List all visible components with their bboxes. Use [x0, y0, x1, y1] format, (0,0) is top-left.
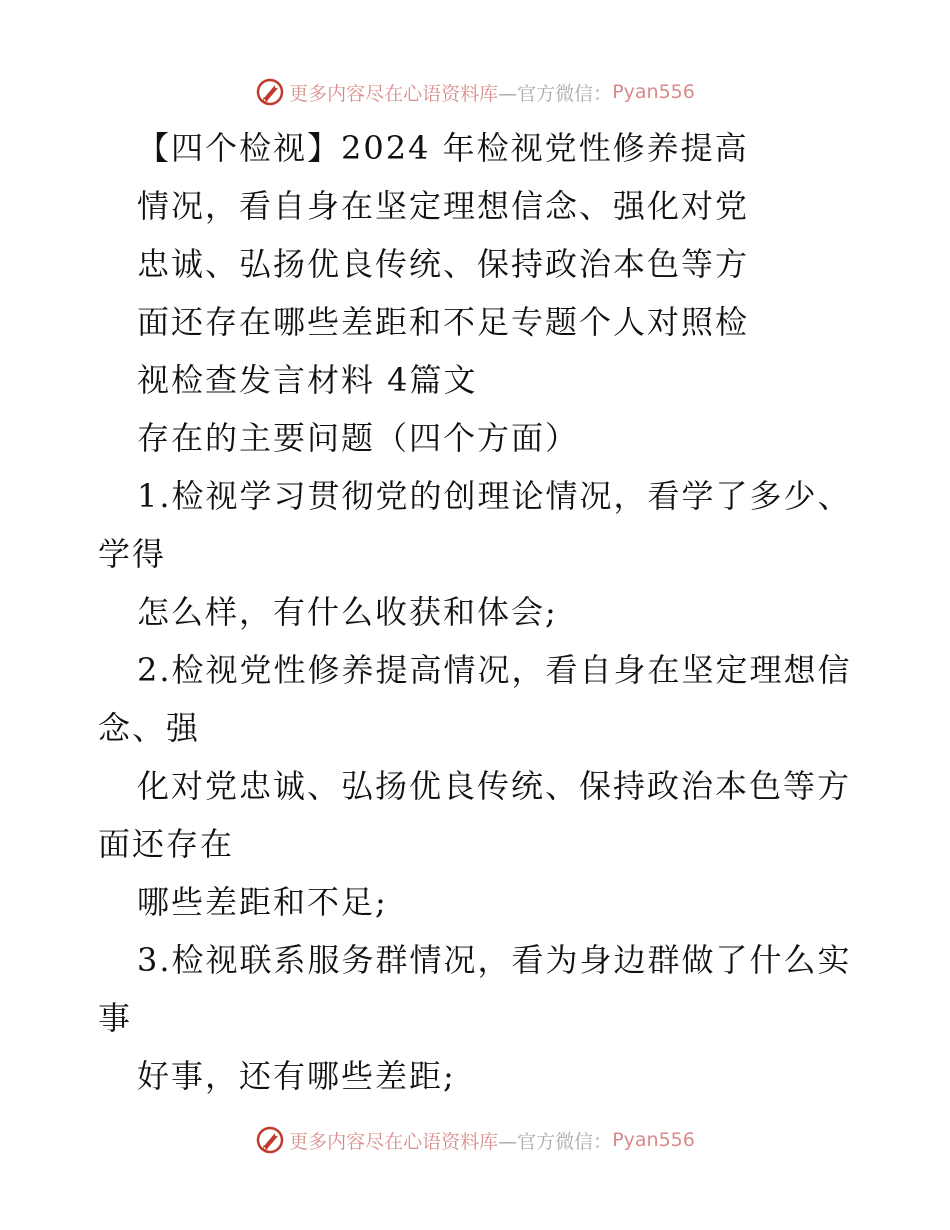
paragraph-line: 面还存在 — [98, 825, 235, 863]
pen-logo-icon — [255, 77, 285, 107]
footer-watermark-banner — [0, 1120, 950, 1160]
header-watermark-banner — [0, 72, 950, 112]
paragraph-line: 化对党忠诚、弘扬优良传统、保持政治本色等方 — [137, 767, 852, 805]
paragraph-line: 好事，还有哪些差距; — [137, 1057, 456, 1095]
paragraph-line: 怎么样，有什么收获和体会; — [137, 593, 558, 631]
footer-banner-wechat-id: Pyan556 — [612, 1129, 695, 1151]
footer-banner-text: 更多内容尽在心语资料库 — [289, 1130, 499, 1153]
header-banner-label: —官方微信： — [498, 82, 613, 105]
paragraph-line: 学得 — [98, 535, 167, 573]
title-line-5: 视检查发言材料 4篇文 — [137, 361, 478, 399]
pen-logo-icon — [255, 1125, 285, 1155]
title-line-2: 情况，看自身在坚定理想信念、强化对党 — [137, 187, 750, 225]
paragraph-line: 事 — [98, 999, 133, 1037]
paragraph-line: 1.检视学习贯彻党的创理论情况，看学了多少、 — [137, 477, 852, 515]
title-line-3: 忠诚、弘扬优良传统、保持政治本色等方 — [137, 245, 750, 283]
paragraph-line: 念、强 — [98, 709, 201, 747]
paragraph-line: 2.检视党性修养提高情况，看自身在坚定理想信 — [137, 651, 852, 689]
paragraph-line: 3.检视联系服务群情况，看为身边群做了什么实 — [137, 941, 852, 979]
section-heading: 存在的主要问题（四个方面） — [137, 419, 580, 457]
footer-banner-label: —官方微信： — [498, 1130, 613, 1153]
header-banner-wechat-id: Pyan556 — [612, 81, 695, 103]
title-line-4: 面还存在哪些差距和不足专题个人对照检 — [137, 303, 750, 341]
header-banner-text: 更多内容尽在心语资料库 — [289, 82, 499, 105]
title-line-1: 【四个检视】2024 年检视党性修养提高 — [137, 129, 749, 167]
paragraph-line: 哪些差距和不足; — [137, 883, 388, 921]
